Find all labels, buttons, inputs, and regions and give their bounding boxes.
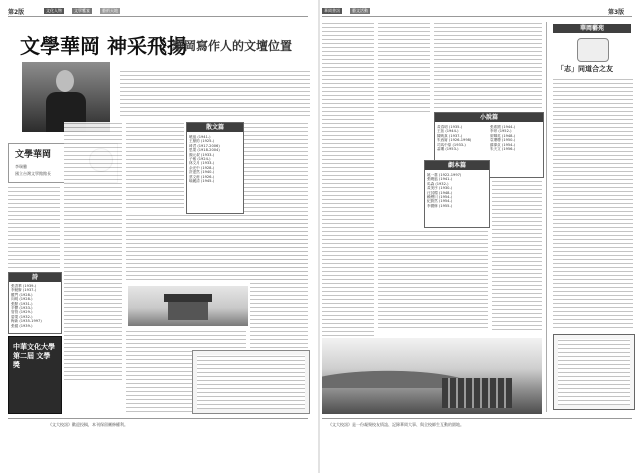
left-page: [0, 0, 316, 473]
drama-name: 黃美序 (1930-): [427, 186, 453, 191]
r-col-5-text: [378, 230, 488, 330]
col-4-text: [244, 122, 308, 212]
r-col-1-text: [322, 22, 374, 338]
novel-name: 朱西甯 (1926-1998): [437, 138, 472, 143]
prose-name: 蔡文甫 (1926-): [189, 174, 215, 179]
page-gutter: [318, 0, 320, 473]
left-header-tab-1: 文化人物: [46, 8, 62, 13]
poetry-name: 張默 (1931-): [11, 301, 33, 306]
column-sidebar: [546, 22, 637, 412]
left-page-number: 第2版: [8, 9, 25, 16]
poetry-box-head: 詩: [9, 273, 61, 282]
poetry-name: 張健 (1939-): [11, 323, 33, 328]
novel-name: 廖輝英 (1948-): [490, 133, 516, 138]
prose-names: [189, 135, 241, 183]
drama-name: 馬森 (1932-): [427, 181, 449, 186]
prose-name: 思果 (1918-2004): [189, 148, 220, 153]
prose-name: 許達然 (1940-): [189, 170, 215, 175]
novel-name: 陳映真 (1937-): [437, 133, 463, 138]
drama-name: 李國修 (1955-): [427, 203, 453, 208]
left-header-tab-2: 文學饗宴: [74, 8, 90, 13]
novel-name: 王拓 (1944-): [437, 129, 459, 134]
campus-photo: [128, 286, 248, 326]
notice-box: [553, 334, 635, 410]
main-headline: 文學華岡 神采飛揚: [20, 34, 187, 58]
poetry-name: 管管 (1929-): [11, 310, 33, 315]
novel-name: 張系國 (1944-): [490, 125, 516, 129]
r-col-4-text: [492, 180, 542, 330]
poetry-name: 羅門 (1928-): [11, 292, 33, 297]
right-page-number: 第3版: [608, 9, 625, 16]
poetry-name: 向明 (1928-): [11, 297, 33, 302]
prose-name: 林文月 (1933-): [189, 161, 215, 166]
prose-name: 顏元叔 (1933-): [189, 152, 215, 157]
poetry-name: 張香華 (1939-): [11, 284, 37, 288]
left-footer-bar: [8, 418, 308, 431]
sub-headline: 華岡寫作人的文壇位置: [172, 39, 293, 53]
novel-name: 蕭颯 (1953-): [437, 147, 459, 152]
prose-name: 子敏 (1924-): [189, 157, 211, 162]
drama-names: [427, 173, 487, 208]
r-col-2-text: [378, 22, 430, 114]
prose-box-head: 散文篇: [187, 123, 243, 132]
author-affil: 國立台灣文學館館長: [15, 171, 51, 176]
poetry-box: [8, 272, 62, 334]
col-2-text: [64, 122, 122, 382]
drama-name: 姚一葦 (1922-1997): [427, 173, 462, 177]
drama-box: [424, 160, 490, 228]
novel-box-head: 小說篇: [435, 113, 543, 122]
drama-name: 紀蔚然 (1954-): [427, 199, 453, 204]
col-3-text: [126, 122, 184, 210]
right-page: [322, 0, 640, 473]
notice-box-text: [558, 339, 630, 405]
novel-names: [437, 125, 541, 151]
left-header-bar: [8, 6, 308, 17]
bottom-banner: [8, 336, 62, 414]
novel-name: 蘇偉貞 (1954-): [490, 142, 516, 147]
sidebar-title: 文學華岡: [15, 150, 52, 160]
novel-name: 袁瓊瓊 (1950-): [490, 138, 516, 143]
portrait-head: [56, 70, 74, 92]
drama-name: 賴聲川 (1954-): [427, 195, 453, 200]
column-icon: [577, 38, 609, 62]
right-header-tab-1: 華岡書訊: [324, 8, 340, 13]
column-title: 「志」同道合之友: [557, 65, 613, 73]
column-text: [553, 78, 633, 328]
right-header-tab-2: 藝文活動: [352, 8, 368, 13]
poetry-name: 辛鬱 (1933-): [11, 306, 33, 311]
author-label: 李瑞騰: [15, 164, 27, 169]
right-campus-photo: [322, 338, 542, 414]
photo-building: [168, 300, 208, 320]
drama-box-head: 劇本篇: [425, 161, 489, 170]
prose-name: 喻麗清 (1945-): [189, 179, 215, 184]
right-footer-bar: [322, 418, 632, 431]
intro-text: [120, 70, 310, 118]
left-header-tab-3: 藝術天地: [102, 8, 118, 13]
drama-name: 汪其楣 (1948-): [427, 190, 453, 195]
poetry-name: 碧果 (1932-): [11, 314, 33, 319]
event-box: [192, 350, 310, 414]
novel-name: 司馬中原 (1933-): [437, 142, 466, 147]
right-header-bar: [322, 6, 632, 17]
poetry-names: [11, 284, 59, 328]
prose-box: [186, 122, 244, 214]
photo-buildings: [442, 378, 512, 408]
novel-name: 李昂 (1952-): [490, 129, 512, 134]
r-col-3-text: [434, 22, 542, 110]
novel-name: 朱天文 (1956-): [490, 147, 516, 152]
novel-name: 黃春明 (1935-): [437, 125, 463, 129]
column-head: 華岡藝苑: [553, 24, 631, 33]
prose-name: 琦君 (1917-2006): [189, 143, 220, 148]
banner-text: 中華文化大學 第二屆 文學獎: [13, 343, 55, 369]
photo-roof: [164, 294, 212, 302]
poetry-name: 梅新 (1935-1997): [11, 319, 42, 324]
left-footer-note: 《文大校訊》歡迎投稿，本刊保留刪修權利。: [48, 422, 128, 427]
right-footer-note: 《文大校訊》是一份凝聚校友情誼、記錄華岡大事、與全校師生互動的園地。: [328, 422, 464, 427]
prose-name: 余光中 (1928-): [189, 165, 215, 170]
prose-name: 王鼎鈞 (1925-): [189, 139, 215, 144]
col-1-text: [8, 186, 60, 268]
poetry-name: 李魁賢 (1937-): [11, 288, 37, 293]
prose-name: 曉風 (1941-): [189, 135, 211, 139]
drama-name: 張曉風 (1941-): [427, 177, 453, 182]
event-box-text: [197, 355, 305, 409]
